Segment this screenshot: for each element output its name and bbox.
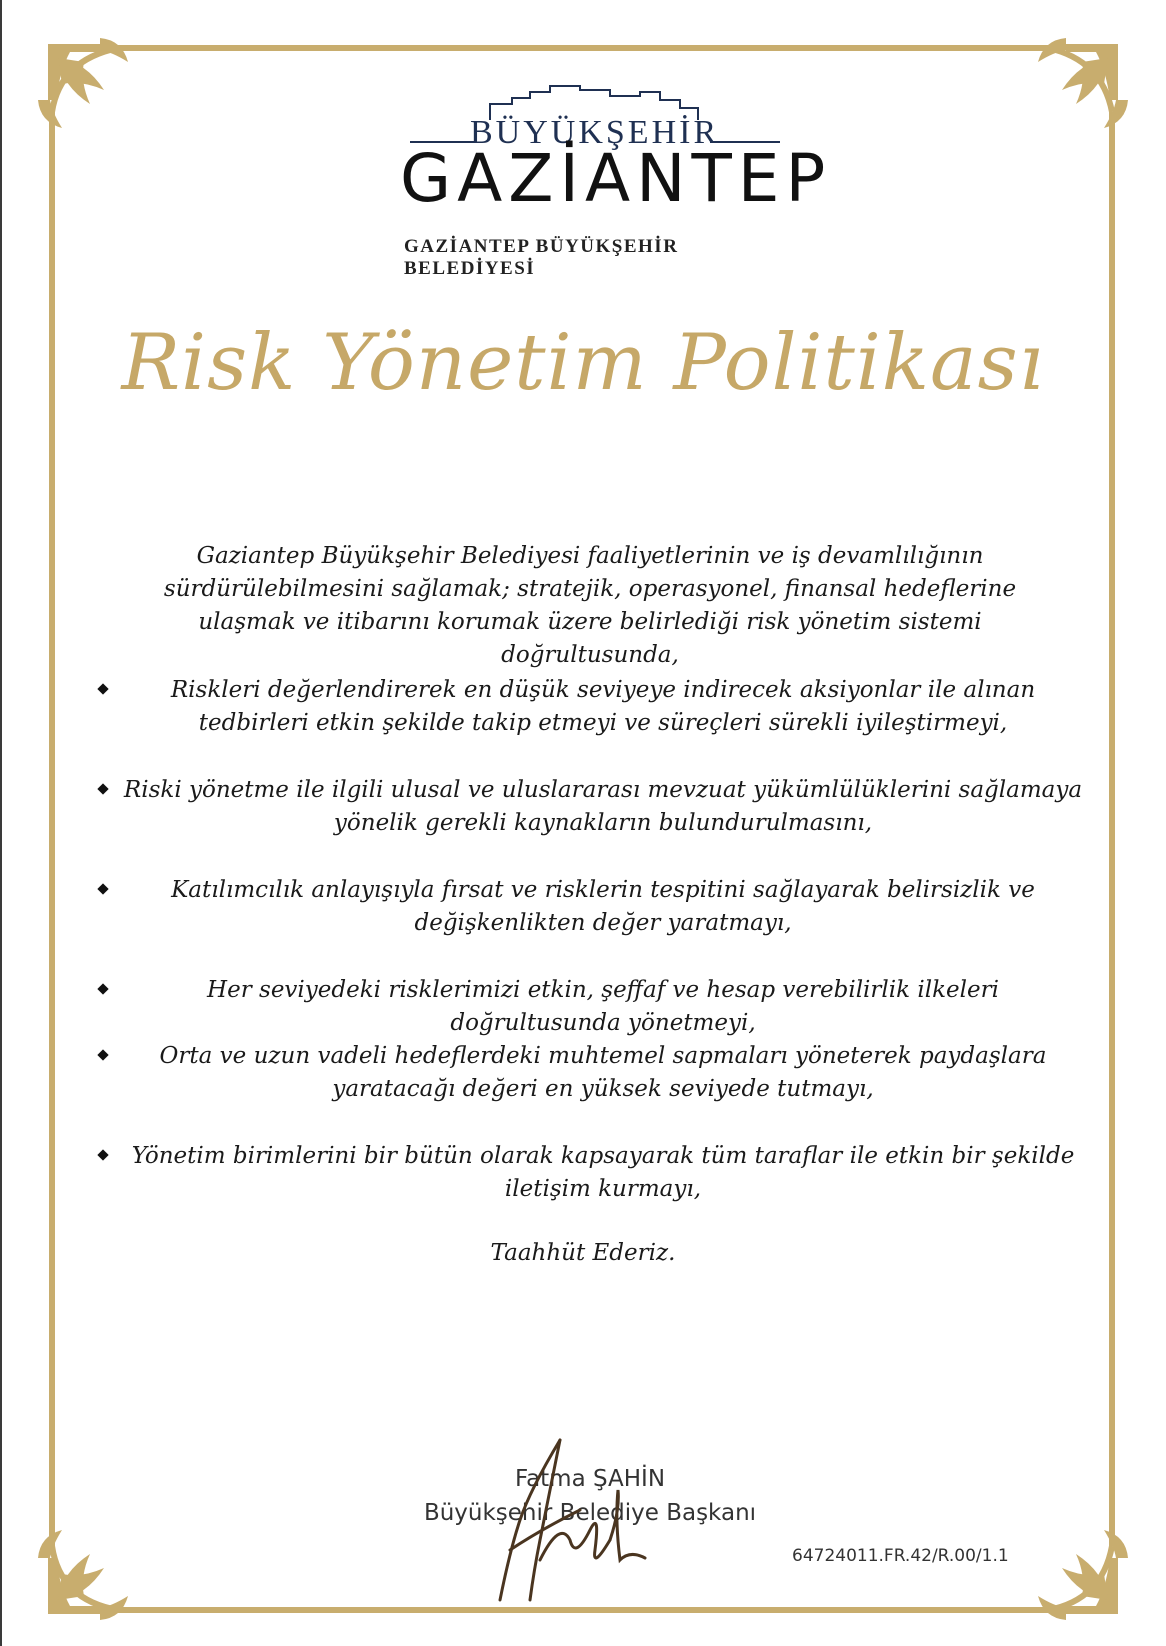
- list-item-text: Her seviyedeki risklerimizi etkin, şeffaf ve hesap verebilirlik ilkeleri doğrultusunda yönetmeyi,: [207, 977, 999, 1036]
- list-item-text: Riskleri değerlendirerek en düşük seviyeye indirecek aksiyonlar ile alınan tedbirleri etkin şekilde takip etmeyi ve süreçleri sürekli iyileştirmeyi,: [170, 677, 1036, 736]
- intro-paragraph: Gaziantep Büyükşehir Belediyesi faaliyetlerinin ve iş devamlılığının sürdürülebilmesini sağlamak; stratejik, operasyonel, finansal hedeflerine ulaşmak ve itibarını korumak üzere belirlediği risk yönetim sistemi doğrultusunda,: [163, 543, 1017, 668]
- bullet-icon: [97, 1149, 108, 1160]
- list-item-text: Orta ve uzun vadeli hedeflerdeki muhtemel sapmaları yöneterek paydaşlara yaratacağı değeri en yüksek seviyede tutmayı,: [159, 1043, 1047, 1102]
- bullet-icon: [97, 683, 108, 694]
- logo-gaziantep-text: GAZİANTEP: [400, 140, 832, 217]
- bullet-icon: [97, 1049, 108, 1060]
- list-item: [95, 1140, 1085, 1206]
- list-item-text: Yönetim birimlerini bir bütün olarak kapsayarak tüm taraflar ile etkin bir şekilde iletişim kurmayı,: [131, 1143, 1075, 1202]
- handwritten-signature: [470, 1430, 660, 1610]
- list-item: [95, 674, 1085, 740]
- list-item-text: Riski yönetme ile ilgili ulusal ve uluslararası mevzuat yükümlülüklerini sağlamaya yönelik gerekli kaynakların bulundurulmasını,: [123, 777, 1083, 836]
- bullet-icon: [97, 883, 108, 894]
- signatory-title: Büyükşehir Belediye Başkanı: [423, 1500, 757, 1526]
- page-title: Risk Yönetim Politikası: [121, 318, 1045, 408]
- bullet-icon: [97, 783, 108, 794]
- bullet-icon: [97, 983, 108, 994]
- list-item: [95, 774, 1085, 840]
- list-item-text: Katılımcılık anlayışıyla fırsat ve risklerin tespitini sağlayarak belirsizlik ve değişkenlikten değer yaratmayı,: [171, 877, 1035, 936]
- logo-buyuksehir-text: BÜYÜKŞEHİR: [470, 114, 720, 151]
- closing-statement: Taahhüt Ederiz.: [490, 1240, 676, 1266]
- signatory-name: Fatma ŞAHİN: [514, 1466, 666, 1492]
- list-item: [95, 974, 1085, 1040]
- logo-subtitle: GAZİANTEP BÜYÜKŞEHİR BELEDİYESİ: [404, 236, 679, 279]
- document-code: 64724011.FR.42/R.00/1.1: [792, 1546, 1009, 1566]
- municipality-logo: [380, 80, 832, 279]
- list-item: [95, 874, 1085, 940]
- list-item: [95, 1040, 1085, 1106]
